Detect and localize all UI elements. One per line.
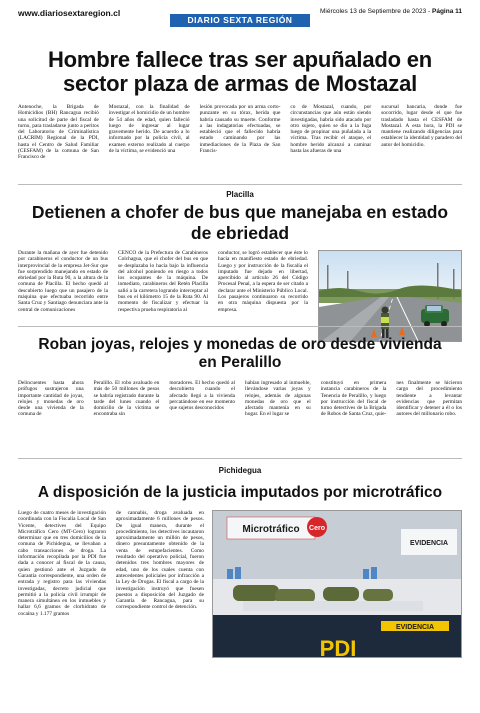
article3-column: moradores. El hecho quedó al descubierto cuando el afectado llegó a la vivienda percatándose en ese momento que sujetos desconocidos (169, 380, 236, 412)
article3-column: Peralillo. El robo avaluado en más de 50 millones de pesos se habría registrado durante la tarde del lunes cuando el domicilio de la víctima se encontraba sin (93, 380, 160, 418)
article2-body (18, 250, 308, 313)
article4-column: Luego de cuatro meses de investigación coordinada con la Fiscalía Local de San Vicente, detectives del Equipo Microtráfico Cero (MT-Cero) lograron determinar que en tres domicilios de la comuna de Pichidegua, se llevaban a cabo transacciones de droga. La información recopilada por la PDI fue dada a conocer al fiscal de la causa, quien gestionó ante el Juzgado de Garantía correspondiente, una orden de entrada y registro para las viviendas investigadas, decreto judicial que permitió a la policía civil irrumpir de manera simultánea en los inmuebles y hallar 6,6 gramos de clorhidrato de cocaína y 1.177 gramos (18, 510, 106, 617)
article1-body (18, 104, 462, 161)
article1-column: Mostazal, con la finalidad de investigar el homicidio de un hombre de 54 años de edad, quien falleció luego de ingresar al lugar gravemente herido. De acuerdo a lo informado por la policía civil, al examen externo realizado al cuerpo de la víctima, se evidenció una (108, 104, 190, 155)
article4-kicker: Pichidegua (218, 466, 262, 475)
highway-checkpoint-image (319, 251, 462, 342)
article4-column: de cannabis, droga avaluada en aproximadamente 6 millones de pesos. De igual manera, durante el procedimiento, los detectives incautaron aproximadamente un millón de pesos, dinero presuntamente obtenido de la venta de estupefacientes. Como resultado del operativo policial, fueron detenidos tres hombres mayores de edad, uno de los cuales cuenta con antecedentes policiales por infracción a la Ley de Drogas. El fiscal a cargo de la investigación instruyó que fuesen puestos a disposición del Juzgado de Garantía de Rancagua, para su correspondiente control de detención. (116, 510, 204, 611)
photo-pdi-text: PDI (319, 636, 357, 658)
article1-column: co de Mostazal, cuando, por circunstancias que aún están siendo investigadas, habría sido atacado por otro sujeto, quien se dio a la fuga luego de propinar una puñalada a la víctima. Tras recibir el ataque, el hombre herido alcanzó a caminar hasta las afueras de una (290, 104, 372, 155)
page-date: Miércoles 13 de Septiembre de 2023 - Página 11 (319, 8, 462, 15)
article2-kicker: Placilla (226, 190, 254, 199)
article1-title: Hombre fallece tras ser apuñalado en sector plaza de armas de Mostazal (47, 47, 433, 96)
divider (18, 184, 462, 185)
article3-column: habían ingresado al inmueble, llevándose varias joyas y relojes, además de algunas monedas de oro que el afectado mantenía en su hogar. En el lugar se (245, 380, 311, 418)
article2-column: CENCO de la Prefectura de Carabineros Colchagua, que el chofer del bus en que se desplazaba lo hacía bajo la influencia del alcohol poniendo en riesgo a todos los ocupantes de la máquina. De inmediato, carabineros del Retén Placilla salió a la carretera logrando interceptar al bus en el kilómetro 15 de la Ruta 90. Al momento de fiscalizar y efectuar la respectiva prueba respiratoria al (118, 250, 208, 313)
article4-title: A disposición de la justicia imputados por microtráfico (37, 484, 443, 501)
photo-badge-text: Cero (309, 525, 325, 532)
article2-title: Detienen a chofer de bus que manejaba en estado de ebriedad (31, 202, 449, 243)
site-url[interactable]: www.diariosextaregion.cl (18, 8, 121, 18)
divider (18, 326, 462, 327)
article3-body (18, 380, 462, 418)
article1-column: lesión provocada por un arma corto-punzante en su tórax, herida que habría causado su muerte. Conforme a las indagatorias efectuadas, se estableció que el fallecido habría estado caminando por las inmediaciones de la Plaza de San Francis- (199, 104, 281, 155)
article3-column: nes finalmente se hicieron cargo del procedimiento tendiente a levantar evidencias que permitan identificar y detener a él o los autores del millonario robo. (396, 380, 463, 418)
divider (18, 458, 462, 459)
article1-column: Antenoche, la Brigada de Homicidios (BH) Rancagua recibió una solicitud de parte del fiscal de turno, para trasladarse junto a peritos del Laboratorio de Criminalística (LACRIM) Regional de la PDI, hasta el Centro de Salud Familiar (CESFAM) de la comuna de San Francisco de (18, 104, 99, 161)
page-number: Página 11 (432, 8, 462, 15)
page-header (0, 0, 480, 28)
photo-evidence-text: EVIDENCIA (409, 540, 449, 547)
photo-banner-text: Microtráfico (242, 524, 300, 535)
seized-drugs-image (213, 511, 462, 658)
photo-evidence-tape: EVIDENCIA (395, 624, 435, 631)
article2-photo (318, 250, 462, 342)
newspaper-brand: DIARIO SEXTA REGIÓN (170, 14, 310, 27)
article3-column: constituyó en primera instancia carabineros de la Tenencia de Peralillo, y luego por instrucción del fiscal de turno detectives de la Brigada de Robos de Santa Cruz, quie- (320, 380, 387, 418)
article2-column: conductor, se logró establecer que éste lo hacía en manifiesto estado de ebriedad. Luego y por instrucción de la fiscalía el imputado fue dejado en libertad, apercibido al artículo 26 del Código Procesal Penal, a la espera de ser citado a declarar ante el Ministerio Público Local. Los pasajeros continuaron su recorrido en otra máquina dispuesta por la empresa. (218, 250, 308, 313)
article4-body (18, 510, 204, 617)
article1-column: sucursal bancaria, donde fue socorrido, lugar desde el que fue trasladado hasta el CESFAM de Mostazal. A esta hora, la PDI se mantiene realizando diligencias para establecer la identidad y paradero del autor del homicidio. (381, 104, 462, 148)
article2-column: Durante la mañana de ayer fue detenido por carabineros el conductor de un bus interprovincial de la empresa Jet-Sur que fue sorprendido manejando en estado de ebriedad por la Ruta 90, a la altura de la comuna de Placilla. El hecho quedó al descubierto luego que un pasajero de la máquina que efectuaba recorrido entre Santa Cruz y Santiago denunciara ante la central de comunicaciones (18, 250, 108, 313)
article3-title: Roban joyas, relojes y monedas de oro desde vivienda en Peralillo (38, 336, 442, 371)
article3-column: Delincuentes hasta ahora prófugos sustrajeron una importante cantidad de joyas, relojes y monedas de oro desde una vivienda de la comuna de (18, 380, 84, 418)
article4-photo (212, 510, 462, 658)
